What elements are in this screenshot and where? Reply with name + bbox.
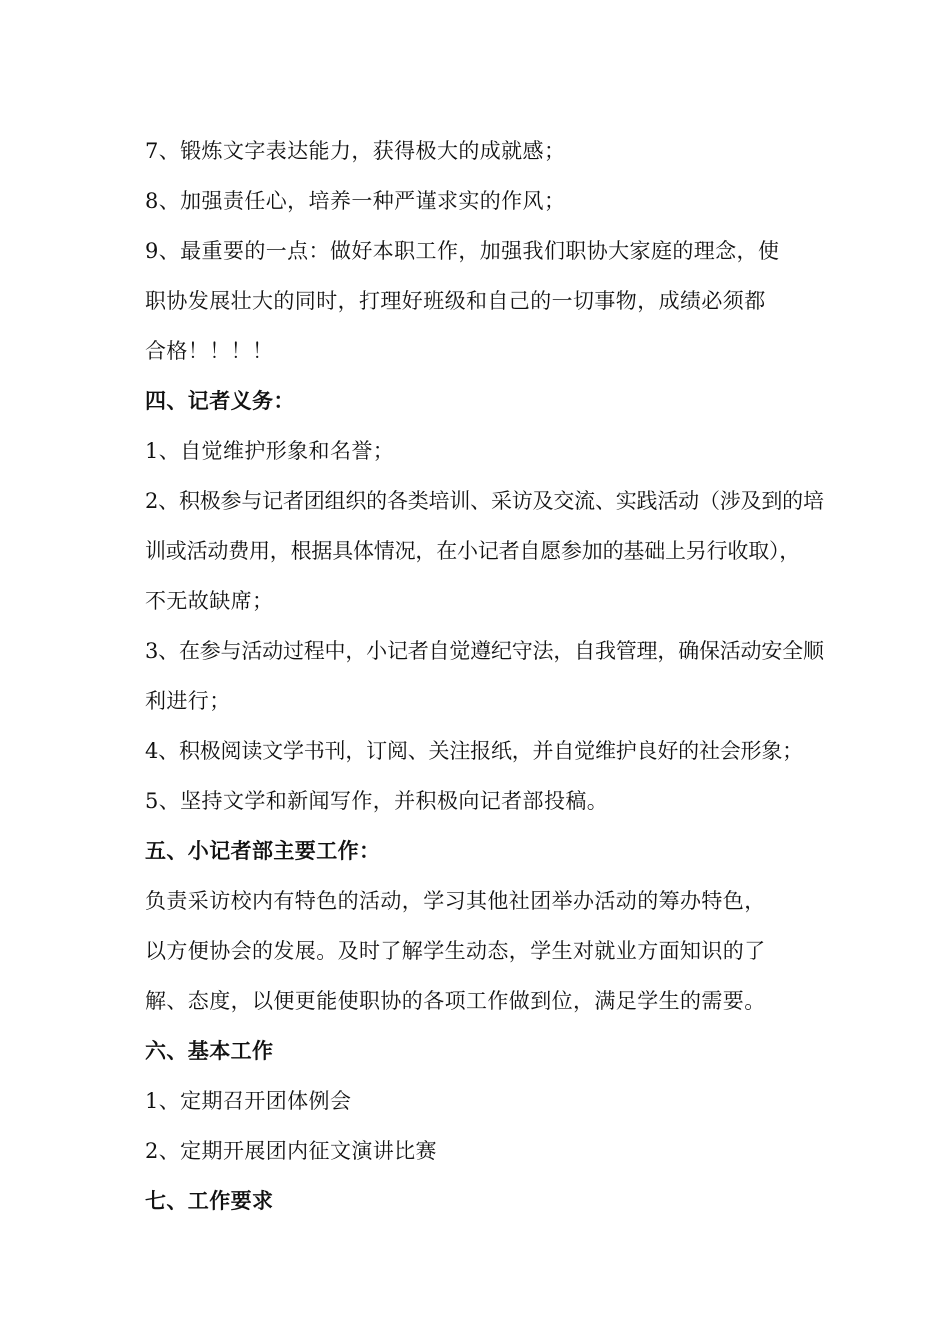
duty-item-4: 4、积极阅读文学书刊，订阅、关注报纸，并自觉维护良好的社会形象； bbox=[145, 739, 803, 763]
duty-item-2-line-3: 不无故缺席； bbox=[145, 589, 274, 613]
duty-item-2-line-2: 训或活动费用，根据具体情况，在小记者自愿参加的基础上另行收取）， bbox=[145, 539, 801, 563]
list-item-9-line-2: 职协发展壮大的同时，打理好班级和自己的一切事物，成绩必须都 bbox=[145, 289, 766, 313]
section-heading-4: 四、记者义务： bbox=[145, 389, 295, 413]
list-item-9-line-3: 合格！！！！ bbox=[145, 339, 274, 363]
duty-item-2-line-1: 2、积极参与记者团组织的各类培训、采访及交流、实践活动（涉及到的培 bbox=[145, 489, 824, 513]
duty-item-1: 1、自觉维护形象和名誉； bbox=[145, 439, 395, 463]
basic-work-item-1: 1、定期召开团体例会 bbox=[145, 1089, 352, 1113]
duty-item-5: 5、坚持文学和新闻写作，并积极向记者部投稿。 bbox=[145, 789, 609, 813]
list-item-9-line-1: 9、最重要的一点：做好本职工作，加强我们职协大家庭的理念，使 bbox=[145, 239, 780, 263]
work-paragraph-line-3: 解、态度，以便更能使职协的各项工作做到位，满足学生的需要。 bbox=[145, 989, 766, 1013]
list-item-8: 8、加强责任心，培养一种严谨求实的作风； bbox=[145, 189, 566, 213]
basic-work-item-2: 2、定期开展团内征文演讲比赛 bbox=[145, 1139, 437, 1163]
duty-item-3-line-2: 利进行； bbox=[145, 689, 231, 713]
section-heading-6: 六、基本工作 bbox=[145, 1039, 274, 1063]
list-item-7: 7、锻炼文字表达能力，获得极大的成就感； bbox=[145, 139, 566, 163]
work-paragraph-line-2: 以方便协会的发展。及时了解学生动态，学生对就业方面知识的了 bbox=[145, 939, 766, 963]
section-heading-5: 五、小记者部主要工作： bbox=[145, 839, 381, 863]
duty-item-3-line-1: 3、在参与活动过程中，小记者自觉遵纪守法，自我管理，确保活动安全顺 bbox=[145, 639, 824, 663]
section-heading-7: 七、工作要求 bbox=[145, 1189, 274, 1213]
work-paragraph-line-1: 负责采访校内有特色的活动，学习其他社团举办活动的筹办特色， bbox=[145, 889, 766, 913]
